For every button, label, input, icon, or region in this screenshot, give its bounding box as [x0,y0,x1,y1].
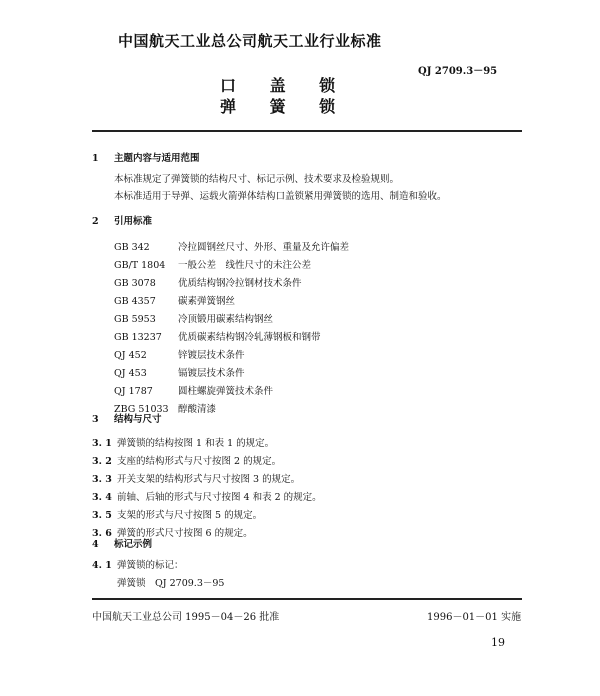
effective-date: 1996－01－01 实施 [427,612,522,623]
clause-text: 支座的结构形式与尺寸按图 2 的规定。 [117,456,282,467]
clause-text: 前轴、后轴的形式与尺寸按图 4 和表 2 的规定。 [117,492,322,503]
approval-note: 中国航天工业总公司 1995－04－26 批准 [92,612,280,623]
section-2-heading [92,213,152,227]
header-rule [92,130,522,132]
clause-number: 3. 4 [92,492,112,503]
reference-code: ZBG 51033 [114,404,169,415]
section-1-heading [92,150,200,164]
clause-number: 3. 6 [92,528,112,539]
clause-item [92,435,274,449]
section-2-number: 2 [92,216,99,227]
section-3-number: 3 [92,414,99,425]
reference-code: GB 13237 [114,332,162,343]
clause-text: 支架的形式与尺寸按图 5 的规定。 [117,510,263,521]
section-1-number: 1 [92,153,99,164]
title-line-1: 口 盖 锁 [220,76,350,95]
reference-title: 圆柱螺旋弹簧技术条件 [178,386,274,397]
reference-item [114,239,349,253]
clause-number: 3. 3 [92,474,112,485]
section-4-title: 标记示例 [114,539,153,550]
clause-item [92,453,281,467]
marking-example: 弹簧锁 QJ 2709.3－95 [117,578,225,589]
clause-number: 3. 5 [92,510,112,521]
reference-code: QJ 1787 [114,386,153,397]
clause-number: 4. 1 [92,560,112,571]
section-2-title: 引用标准 [114,216,153,227]
clause-number: 3. 2 [92,456,112,467]
reference-code: GB 4357 [114,296,156,307]
reference-title: 冷拉圆钢丝尺寸、外形、重量及允许偏差 [178,242,350,253]
reference-code: QJ 452 [114,350,147,361]
reference-title: 镉镀层技术条件 [178,368,245,379]
reference-title: 优质结构钢冷拉钢材技术条件 [178,278,302,289]
section-3-title: 结构与尺寸 [114,414,162,425]
title-line-2: 弹 簧 锁 [220,97,350,116]
reference-title: 锌镀层技术条件 [178,350,245,361]
reference-title: 优质碳素结构钢冷轧薄钢板和钢带 [178,332,321,343]
reference-code: GB 5953 [114,314,156,325]
section-1-paragraph-1: 本标准规定了弹簧锁的结构尺寸、标记示例、技术要求及检验规则。 [114,174,400,185]
section-1-paragraph-2: 本标准适用于导弹、运载火箭弹体结构口盖锁紧用弹簧锁的选用、制造和验收。 [114,191,447,202]
clause-text: 弹簧锁的标记： [117,560,184,571]
reference-title: 碳素弹簧钢丝 [178,296,236,307]
reference-item [114,293,235,307]
reference-code: QJ 453 [114,368,147,379]
section-4-number: 4 [92,539,99,550]
reference-item [114,311,273,325]
section-4-heading [92,536,152,550]
reference-title: 一般公差 线性尺寸的未注公差 [178,260,312,271]
reference-item [114,383,273,397]
reference-item [114,329,321,343]
standard-code: QJ 2709.3－95 [418,66,498,77]
issuing-organization: 中国航天工业总公司航天工业行业标准 [118,32,382,50]
clause-item [92,507,262,521]
reference-code: GB 342 [114,242,150,253]
clause-text: 弹簧锁的结构按图 1 和表 1 的规定。 [117,438,275,449]
footer-rule [92,598,522,600]
reference-item [114,275,302,289]
reference-item [114,347,245,361]
section-1-title: 主题内容与适用范围 [114,153,200,164]
clause-number: 3. 1 [92,438,112,449]
clause-item [92,489,322,503]
reference-code: GB 3078 [114,278,156,289]
clause-text: 弹簧的形式尺寸按图 6 的规定。 [117,528,253,539]
reference-code: GB/T 1804 [114,260,166,271]
clause-text: 开关支架的结构形式与尺寸按图 3 的规定。 [117,474,301,485]
clause-item [92,557,184,571]
page-number: 19 [491,636,505,649]
clause-item [92,471,300,485]
reference-item [114,365,245,379]
reference-title: 冷顶锻用碳素结构钢丝 [178,314,274,325]
reference-item [114,257,311,271]
reference-title: 醇酸清漆 [178,404,217,415]
section-3-heading [92,411,162,425]
